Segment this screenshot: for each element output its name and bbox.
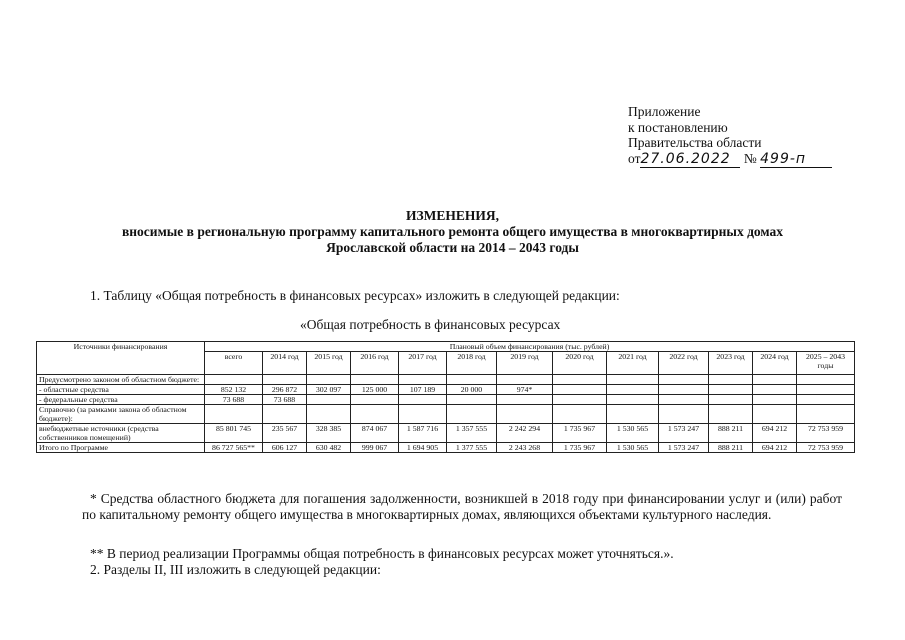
table-cell	[553, 385, 607, 395]
table-caption: «Общая потребность в финансовых ресурсах	[300, 317, 561, 332]
column-header: 2017 год	[399, 352, 447, 375]
table-cell	[659, 385, 709, 395]
table-cell	[307, 375, 351, 385]
column-header: 2024 год	[753, 352, 797, 375]
document-subtitle-line-1: вносимые в региональную программу капитального ремонта общего имущества в многоквартирных домах	[121, 224, 784, 239]
table-cell	[497, 395, 553, 405]
header-sources: Источники финансирования	[37, 342, 205, 375]
header-plan: Плановый объем финансирования (тыс. рублей)	[205, 342, 855, 352]
table-cell: 2 243 268	[497, 443, 553, 453]
table-cell	[797, 395, 855, 405]
table-cell: 630 482	[307, 443, 351, 453]
table-cell: 1 587 716	[399, 424, 447, 443]
table-cell	[797, 405, 855, 424]
table-cell	[709, 385, 753, 395]
table-cell	[351, 395, 399, 405]
row-label: Справочно (за рамками закона об областном бюджете):	[37, 405, 205, 424]
financing-table	[36, 341, 855, 453]
column-header: 2023 год	[709, 352, 753, 375]
table-cell: 85 801 745	[205, 424, 263, 443]
footnote-1: * Средства областного бюджета для погашения задолженности, возникшей в 2018 году при финансировании услуг и (или) работ по капитальному ремонту общего имущества в многоквартирных домах, являющихся объектами культурного наследия.	[82, 491, 842, 522]
table-cell	[709, 375, 753, 385]
document-title: ИЗМЕНЕНИЯ,	[405, 208, 499, 223]
table-cell	[607, 375, 659, 385]
table-cell: 999 067	[351, 443, 399, 453]
table-cell	[797, 375, 855, 385]
table-cell: 302 097	[307, 385, 351, 395]
table-cell: 1 573 247	[659, 443, 709, 453]
document-subtitle-line-2: Ярославской области на 2014 – 2043 годы	[326, 240, 579, 255]
table-cell	[307, 395, 351, 405]
column-header: 2015 год	[307, 352, 351, 375]
table-cell: 86 727 565**	[205, 443, 263, 453]
column-header: 2014 год	[263, 352, 307, 375]
table-row	[37, 424, 855, 443]
table-cell: 1 573 247	[659, 424, 709, 443]
table-cell	[607, 385, 659, 395]
table-cell	[351, 405, 399, 424]
table-row	[37, 405, 855, 424]
table-cell	[399, 395, 447, 405]
table-cell	[399, 375, 447, 385]
column-header: 2018 год	[447, 352, 497, 375]
table-cell: 694 212	[753, 424, 797, 443]
table-cell: 1 735 967	[553, 443, 607, 453]
column-header: 2019 год	[497, 352, 553, 375]
row-label: Предусмотрено законом об областном бюджете:	[37, 375, 205, 385]
table-cell: 1 694 905	[399, 443, 447, 453]
table-cell: 73 688	[205, 395, 263, 405]
table-row	[37, 443, 855, 453]
table-cell: 888 211	[709, 424, 753, 443]
table-cell	[263, 405, 307, 424]
table-cell	[659, 405, 709, 424]
number-prefix: №	[743, 150, 757, 166]
table-row	[37, 375, 855, 385]
table-cell	[753, 405, 797, 424]
table-cell: 1 530 565	[607, 424, 659, 443]
table-cell	[447, 375, 497, 385]
table-cell: 694 212	[753, 443, 797, 453]
table-cell: 874 067	[351, 424, 399, 443]
table-row	[37, 385, 855, 395]
table-cell	[553, 395, 607, 405]
handwritten-date: 27.06.2022	[640, 152, 740, 169]
row-label: внебюджетные источники (средства собственников помещений)	[37, 424, 205, 443]
table-cell: 1 735 967	[553, 424, 607, 443]
table-cell: 852 132	[205, 385, 263, 395]
column-header: 2016 год	[351, 352, 399, 375]
table-cell	[497, 375, 553, 385]
paragraph-2: 2. Разделы II, III изложить в следующей редакции:	[90, 562, 381, 577]
handwritten-number: 499-п	[760, 152, 832, 169]
appendix-line-3: Правительства области	[628, 135, 762, 150]
table-cell: 2 242 294	[497, 424, 553, 443]
table-cell	[263, 375, 307, 385]
table-cell	[753, 385, 797, 395]
table-cell: 606 127	[263, 443, 307, 453]
table-cell: 888 211	[709, 443, 753, 453]
table-cell: 974*	[497, 385, 553, 395]
table-cell	[607, 405, 659, 424]
column-header: всего	[205, 352, 263, 375]
table-cell: 296 872	[263, 385, 307, 395]
table-cell	[659, 375, 709, 385]
table-cell	[797, 385, 855, 395]
appendix-line-2: к постановлению	[628, 119, 728, 135]
table-cell	[709, 405, 753, 424]
table-cell	[553, 405, 607, 424]
table-cell	[553, 375, 607, 385]
table-cell: 73 688	[263, 395, 307, 405]
table-cell	[399, 405, 447, 424]
table-cell	[607, 395, 659, 405]
table-cell	[205, 375, 263, 385]
table-cell	[447, 395, 497, 405]
row-label: Итого по Программе	[37, 443, 205, 453]
table-cell	[753, 375, 797, 385]
table-cell: 20 000	[447, 385, 497, 395]
table-cell: 72 753 959	[797, 443, 855, 453]
table-cell	[753, 395, 797, 405]
column-header: 2025 – 2043 годы	[797, 352, 855, 375]
date-prefix: от	[628, 150, 641, 166]
table-cell	[307, 405, 351, 424]
table-cell	[709, 395, 753, 405]
column-header: 2022 год	[659, 352, 709, 375]
column-header: 2021 год	[607, 352, 659, 375]
appendix-block	[628, 104, 832, 168]
table-cell	[351, 375, 399, 385]
table-cell: 328 385	[307, 424, 351, 443]
row-label: - федеральные средства	[37, 395, 205, 405]
appendix-date-line	[628, 151, 832, 169]
table-cell	[659, 395, 709, 405]
table-cell: 1 377 555	[447, 443, 497, 453]
table-cell: 72 753 959	[797, 424, 855, 443]
row-label: - областные средства	[37, 385, 205, 395]
table-cell: 1 530 565	[607, 443, 659, 453]
table-cell: 1 357 555	[447, 424, 497, 443]
table-cell: 125 000	[351, 385, 399, 395]
table-row	[37, 395, 855, 405]
appendix-line-1: Приложение	[628, 104, 701, 119]
column-header: 2020 год	[553, 352, 607, 375]
table-cell: 235 567	[263, 424, 307, 443]
paragraph-1: 1. Таблицу «Общая потребность в финансовых ресурсах» изложить в следующей редакции:	[90, 288, 620, 303]
table-cell: 107 189	[399, 385, 447, 395]
table-cell	[447, 405, 497, 424]
footnote-2: ** В период реализации Программы общая потребность в финансовых ресурсах может уточняться.».	[90, 546, 674, 561]
table-cell	[205, 405, 263, 424]
table-cell	[497, 405, 553, 424]
table-header-row	[37, 342, 855, 352]
